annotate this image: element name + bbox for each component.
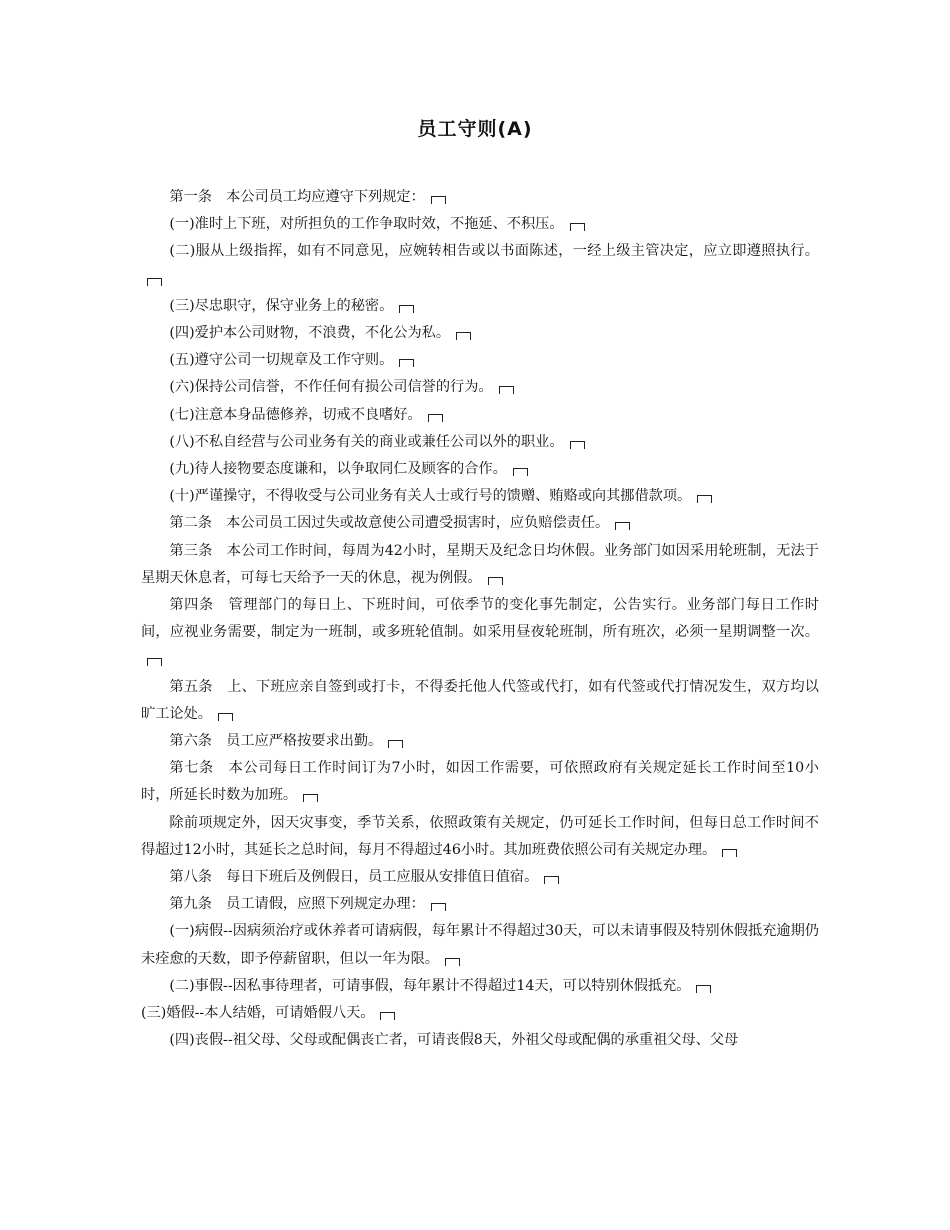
paragraph-mark-icon — [499, 386, 514, 394]
paragraph-mark-icon — [399, 305, 414, 313]
paragraph-mark-icon — [488, 577, 503, 585]
paragraph-text: 第六条 员工应严格按要求出勤。 — [169, 733, 383, 750]
paragraph — [141, 483, 819, 510]
paragraph-mark-icon — [431, 196, 446, 204]
paragraph-mark-icon — [380, 1012, 395, 1020]
paragraph — [141, 320, 819, 347]
paragraph — [141, 592, 819, 674]
paragraph — [141, 674, 819, 728]
paragraph-text: (二)事假--因私事待理者，可请事假，每年累计不得超过14天，可以特别休假抵充。 — [169, 977, 691, 994]
paragraph — [141, 402, 819, 429]
paragraph — [141, 184, 819, 211]
paragraph-text: 第七条 本公司每日工作时间订为7小时，如因工作需要，可依照政府有关规定延长工作时间至10小时，所延长时数为加班。 — [141, 760, 819, 804]
paragraph — [141, 293, 819, 320]
paragraph-mark-icon — [570, 223, 585, 231]
paragraph — [141, 238, 819, 292]
paragraph-text: (四)丧假--祖父母、父母或配偶丧亡者，可请丧假8天，外祖父母或配偶的承重祖父母、父母 — [169, 1032, 739, 1049]
paragraph-mark-icon — [303, 794, 318, 802]
paragraph-mark-icon — [513, 468, 528, 476]
paragraph-text: (九)待人接物要态度谦和，以争取同仁及顾客的合作。 — [169, 461, 507, 478]
paragraph — [141, 918, 819, 972]
paragraph-mark-icon — [431, 903, 446, 911]
paragraph-text: (五)遵守公司一切规章及工作守则。 — [169, 352, 394, 369]
paragraph-text: 第九条 员工请假，应照下列规定办理： — [169, 896, 425, 913]
paragraph — [141, 538, 819, 592]
paragraph-mark-icon — [697, 495, 712, 503]
paragraph — [141, 510, 819, 537]
paragraph — [141, 429, 819, 456]
paragraph — [141, 211, 819, 238]
paragraph-text: (一)病假--因病须治疗或休养者可请病假，每年累计不得超过30天，可以未请事假及特别休假抵充逾期仍未痊愈的天数，即予停薪留职，但以一年为限。 — [141, 923, 819, 967]
paragraph-mark-icon — [456, 332, 471, 340]
paragraph-text: (八)不私自经营与公司业务有关的商业或兼任公司以外的职业。 — [169, 433, 564, 450]
paragraph-mark-icon — [388, 740, 403, 748]
paragraph-text: (一)准时上下班，对所担负的工作争取时效，不拖延、不积压。 — [169, 216, 564, 233]
paragraph — [141, 374, 819, 401]
paragraph — [141, 891, 819, 918]
paragraph-mark-icon — [147, 658, 162, 666]
paragraph-mark-icon — [428, 414, 443, 422]
paragraph-mark-icon — [696, 985, 711, 993]
paragraph-text: 第八条 每日下班后及例假日，员工应服从安排值日值宿。 — [169, 869, 539, 886]
paragraph — [141, 1027, 819, 1054]
paragraph-mark-icon — [615, 522, 630, 530]
paragraph — [141, 456, 819, 483]
paragraph-mark-icon — [570, 441, 585, 449]
paragraph — [141, 1000, 819, 1027]
document-body — [141, 184, 819, 1055]
paragraph-mark-icon — [147, 278, 162, 286]
paragraph — [141, 755, 819, 809]
paragraph-text: 第二条 本公司员工因过失或故意使公司遭受损害时，应负赔偿责任。 — [169, 515, 610, 532]
paragraph-text: 第三条 本公司工作时间，每周为42小时，星期天及纪念日均休假。业务部门如因采用轮班制，无法于星期天休息者，可每七天给予一天的休息，视为例假。 — [141, 542, 819, 586]
paragraph — [141, 973, 819, 1000]
paragraph — [141, 864, 819, 891]
paragraph — [141, 347, 819, 374]
paragraph-text: 第五条 上、下班应亲自签到或打卡，不得委托他人代签或代打，如有代签或代打情况发生，双方均以旷工论处。 — [141, 678, 819, 722]
paragraph-mark-icon — [445, 958, 460, 966]
paragraph-text: (十)严谨操守，不得收受与公司业务有关人士或行号的馈赠、贿赂或向其挪借款项。 — [169, 488, 692, 505]
paragraph-text: 第一条 本公司员工均应遵守下列规定： — [169, 189, 425, 205]
paragraph — [141, 810, 819, 864]
paragraph-text: (四)爱护本公司财物，不浪费，不化公为私。 — [169, 325, 451, 342]
paragraph-mark-icon — [218, 713, 233, 721]
paragraph-text: 除前项规定外，因天灾事变，季节关系，依照政策有关规定，仍可延长工作时间，但每日总工作时间不得超过12小时，其延长之总时间，每月不得超过46小时。其加班费依照公司有关规定办理。 — [141, 814, 819, 858]
paragraph-text: (二)服从上级指挥，如有不同意见，应婉转相告或以书面陈述，一经上级主管决定，应立即遵照执行。 — [169, 243, 819, 260]
paragraph-text: 第四条 管理部门的每日上、下班时间，可依季节的变化事先制定，公告实行。业务部门每日工作时间，应视业务需要，制定为一班制，或多班轮值制。如采用昼夜轮班制，所有班次，必须一星期调整一次。 — [141, 597, 819, 641]
paragraph — [141, 728, 819, 755]
document-title: 员工守则(A) — [417, 118, 533, 140]
paragraph-text: (七)注意本身品德修养，切戒不良嗜好。 — [169, 406, 422, 423]
paragraph-text: (六)保持公司信誉，不作任何有损公司信誉的行为。 — [169, 379, 493, 396]
paragraph-text: (三)婚假--本人结婚，可请婚假八天。 — [141, 1005, 375, 1022]
paragraph-text: (三)尽忠职守，保守业务上的秘密。 — [169, 297, 394, 314]
paragraph-mark-icon — [544, 876, 559, 884]
paragraph-mark-icon — [722, 849, 737, 857]
paragraph-mark-icon — [399, 359, 414, 367]
